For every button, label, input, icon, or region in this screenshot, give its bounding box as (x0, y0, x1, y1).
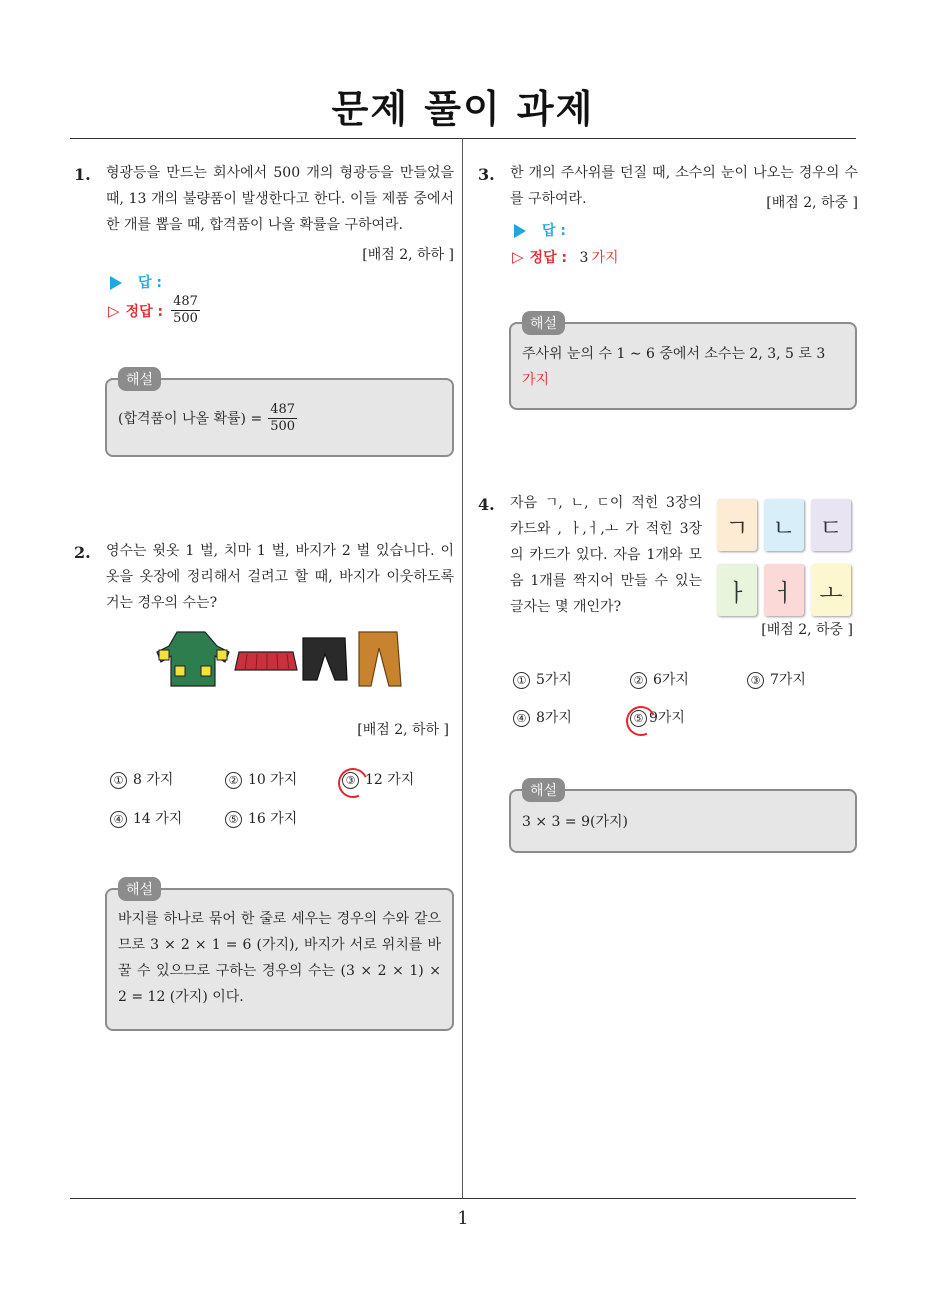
card-vowel-3: ㅗ (811, 564, 851, 616)
q3-answer-row (514, 220, 566, 240)
bottom-rule (70, 1198, 856, 1199)
column-divider (462, 138, 463, 1198)
q1-answer-fraction: $\frac{487}{500}$ (173, 294, 198, 326)
q3-text: 한 개의 주사위를 던질 때, 소수의 눈이 나오는 경우의 수를 구하여라. (510, 165, 858, 207)
correct-label: 정답 : (125, 303, 164, 320)
q4-choice-5[interactable]: ⑤ 9가지 (630, 707, 685, 727)
q3-explanation-text: 주사위 눈의 수 1 ∼ 6 중에서 소수는 2, 3, 5 로 3 (522, 346, 826, 362)
brown-pants-image (359, 632, 401, 686)
q2-choice-4[interactable]: ④ 14 가지 (110, 808, 182, 828)
q2-explanation-label: 해설 (118, 877, 161, 901)
q1-explanation (118, 402, 297, 435)
q3-explanation-tail: 가지 (522, 372, 550, 388)
q2-choice-1[interactable]: ① 8 가지 (110, 769, 173, 789)
q3-explanation (522, 341, 848, 393)
q4-text: 자음 ㄱ, ㄴ, ㄷ이 적힌 3장의 카드와 , ㅏ,ㅓ,ㅗ 가 적힌 3장의 카드가 있다. 자음 1개와 모음 1개를 짝지어 만들 수 있는 글자는 몇 개인가? (510, 495, 702, 615)
answer-label: 답 : (138, 275, 162, 291)
top-garment-image (157, 632, 229, 686)
selected-answer-mark: ⑤ (630, 710, 647, 727)
outline-triangle-icon: ▷ (512, 248, 524, 266)
q4-choice-3[interactable]: ③ 7가지 (747, 669, 806, 689)
q1-text: 형광등을 만드는 회사에서 500 개의 형광등을 만들었을 때, 13 개의 불량품이 발생한다고 한다. 이들 제품 중에서 한 개를 뽑을 때, 합격품이 나올 확률을 구하여라. (106, 165, 454, 233)
q4-number: 4. (478, 495, 495, 514)
card-consonant-1: ㄱ (717, 499, 757, 551)
skirt-image (235, 652, 297, 670)
q2-number: 2. (74, 543, 91, 562)
page-title: 문제 풀이 과제 (331, 87, 595, 131)
letter-cards (717, 499, 851, 616)
play-icon (110, 276, 122, 290)
card-vowel-2: ㅓ (764, 564, 804, 616)
q1-correct-row (108, 294, 200, 327)
q2-choice-2[interactable]: ② 10 가지 (225, 769, 297, 789)
answer-label: 답 : (542, 223, 566, 239)
play-icon (514, 224, 526, 238)
outline-triangle-icon: ▷ (108, 301, 120, 320)
q4-explanation-label: 해설 (522, 778, 565, 802)
q1-meta: [배점 2, 하하 ] (362, 247, 454, 263)
q3-explanation-label: 해설 (522, 311, 565, 335)
q2-choice-5[interactable]: ⑤ 16 가지 (225, 808, 297, 828)
q3-correct-row (512, 247, 619, 267)
q4-choice-2[interactable]: ② 6가지 (630, 669, 689, 689)
q2-meta: [배점 2, 하하 ] (357, 722, 449, 738)
card-vowel-1: ㅏ (717, 564, 757, 616)
q2-text: 영수는 윗옷 1 벌, 치마 1 벌, 바지가 2 벌 있습니다. 이 옷을 옷장에 정리해서 걸려고 할 때, 바지가 이웃하도록 거는 경우의 수는? (106, 543, 454, 611)
q1-explanation-text: (합격품이 나올 확률) = (118, 410, 263, 427)
q2-choice-3[interactable]: ③ 12 가지 (342, 769, 414, 789)
correct-label: 정답 : (529, 250, 568, 266)
q3-answer-value: 3 (579, 250, 589, 266)
black-pants-image (303, 638, 347, 680)
q1-answer-row (110, 272, 162, 292)
q1-explanation-label: 해설 (118, 367, 161, 391)
q2-explanation: 바지를 하나로 묶어 한 줄로 세우는 경우의 수와 같으므로 3 × 2 × 1 = 6 (가지), 바지가 서로 위치를 바꿀 수 있으므로 구하는 경우의 수는 (3 × 2 × 1) × 2 = 12 (가지) 이다. (118, 911, 441, 1005)
q3-number: 3. (478, 165, 495, 184)
selected-answer-mark: ③ (342, 772, 359, 789)
q4-explanation: 3 × 3 = 9(가지) (522, 814, 628, 830)
q3-answer-unit: 가지 (591, 250, 619, 266)
q4-choice-1[interactable]: ① 5가지 (513, 669, 572, 689)
page-number: 1 (457, 1208, 469, 1229)
q3-meta: [배점 2, 하중 ] (766, 195, 858, 211)
q1-explanation-fraction: $\frac{487}{500}$ (270, 402, 296, 434)
card-consonant-2: ㄴ (764, 499, 804, 551)
card-consonant-3: ㄷ (811, 499, 851, 551)
top-rule (70, 138, 856, 139)
q4-choice-4[interactable]: ④ 8가지 (513, 707, 572, 727)
q1-number: 1. (74, 165, 91, 184)
q4-meta: [배점 2, 하중 ] (761, 622, 853, 638)
clothes-illustration (155, 628, 405, 688)
